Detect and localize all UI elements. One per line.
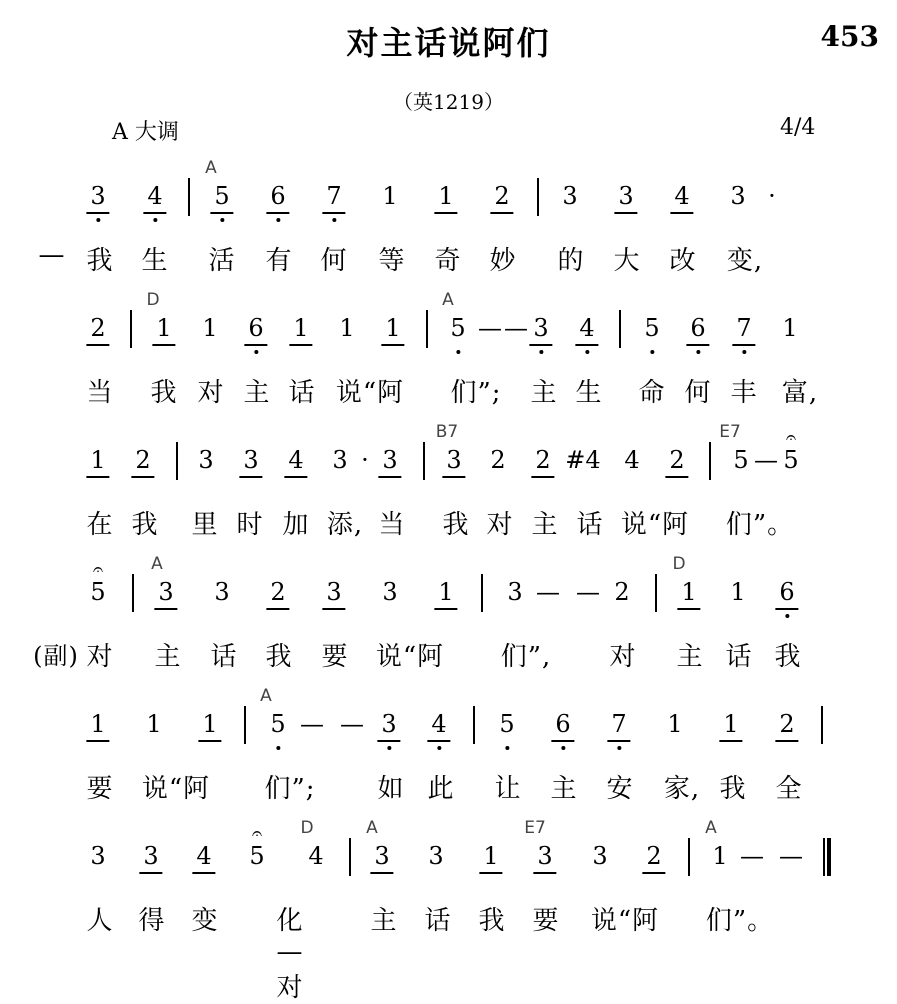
- note: 6: [690, 314, 705, 342]
- barline: [821, 706, 823, 744]
- lyric: 化—对: [276, 906, 304, 1003]
- note: 1: [667, 710, 683, 738]
- lyric: 对: [197, 378, 225, 408]
- chord-symbol: A: [151, 554, 163, 574]
- lyric: 活: [208, 246, 236, 276]
- note: 7: [326, 182, 341, 210]
- note: 4: [579, 314, 594, 342]
- note: 3: [332, 446, 348, 474]
- note: 5 𝄐: [249, 842, 264, 870]
- lyric: 大: [613, 246, 641, 276]
- lyric: 添,: [326, 510, 364, 540]
- chord-symbol: D: [146, 290, 160, 310]
- chord-symbol: A: [366, 818, 378, 838]
- lyric: 主: [370, 906, 398, 936]
- note: 3: [592, 842, 608, 870]
- subtitle: （英1219）: [393, 90, 504, 114]
- note: 6: [779, 578, 794, 606]
- note: 2: [614, 578, 630, 606]
- note: —: [740, 842, 764, 870]
- note: ·: [361, 446, 369, 474]
- lyric: 说“阿: [590, 906, 660, 936]
- note: 3: [143, 842, 158, 870]
- lyric: 我: [131, 510, 159, 540]
- note: 4: [147, 182, 162, 210]
- chord-symbol: E7: [719, 422, 741, 442]
- score-line-1: [0, 158, 897, 290]
- note: 1: [202, 710, 217, 738]
- note: 3: [90, 842, 106, 870]
- lyric: 主: [243, 378, 271, 408]
- barline: [132, 574, 134, 612]
- lyric: 得: [138, 906, 166, 936]
- lyric: 们”。: [705, 906, 775, 936]
- lyric: 里: [191, 510, 219, 540]
- lyric: 我: [442, 510, 470, 540]
- note: 2: [669, 446, 684, 474]
- lyric: 生: [575, 378, 603, 408]
- lyric: 当: [86, 378, 114, 408]
- note: —: [576, 578, 600, 606]
- key-signature: A 大调: [112, 120, 179, 145]
- lyric: 们”;: [264, 774, 316, 804]
- lyric: 我: [478, 906, 506, 936]
- lyric: 们”;: [450, 378, 502, 408]
- lyric: 全: [775, 774, 803, 804]
- lyric: 妙: [489, 246, 517, 276]
- lyric: 时: [236, 510, 264, 540]
- note: 1: [146, 710, 162, 738]
- score-line-2: [0, 290, 897, 422]
- barline: [619, 310, 621, 348]
- lyric: 要: [532, 906, 560, 936]
- lyric: 主: [531, 510, 559, 540]
- barline: [188, 178, 190, 216]
- lyric: 富,: [781, 378, 819, 408]
- lyric: 让: [494, 774, 522, 804]
- lyric: 要: [321, 642, 349, 672]
- note: 1: [156, 314, 171, 342]
- lyric: 此: [427, 774, 455, 804]
- fermata-icon: 𝄐: [92, 559, 104, 580]
- chord-symbol: D: [300, 818, 314, 838]
- lyric: 变: [191, 906, 219, 936]
- lyric: 在: [86, 510, 114, 540]
- barline: [688, 838, 690, 876]
- note: 7: [736, 314, 751, 342]
- note: 5: [499, 710, 514, 738]
- lyric: 奇: [434, 246, 462, 276]
- fermata-icon: 𝄐: [251, 823, 263, 844]
- note: 1: [385, 314, 400, 342]
- note: ·: [768, 182, 776, 210]
- note: 3: [198, 446, 214, 474]
- lyric: 加: [282, 510, 310, 540]
- note: 5 𝄐: [90, 578, 105, 606]
- barline: [244, 706, 246, 744]
- note: 4: [431, 710, 446, 738]
- chord-symbol: A: [705, 818, 717, 838]
- lyric: 要: [86, 774, 114, 804]
- note: 4: [624, 446, 640, 474]
- note: 1: [730, 578, 746, 606]
- note: 3: [507, 578, 523, 606]
- note: 1: [712, 842, 728, 870]
- note: 1: [483, 842, 498, 870]
- barline: [537, 178, 539, 216]
- lyric: 说“阿: [335, 378, 405, 408]
- chord-symbol: A: [442, 290, 454, 310]
- note: #4: [565, 446, 601, 474]
- barline: [473, 706, 475, 744]
- note: 7: [611, 710, 626, 738]
- lyric: 我: [86, 246, 114, 276]
- note: 3: [158, 578, 173, 606]
- note: 3: [446, 446, 461, 474]
- chord-symbol: D: [672, 554, 686, 574]
- chord-symbol: A: [205, 158, 217, 178]
- lyric: 有: [265, 246, 293, 276]
- chord-symbol: A: [260, 686, 272, 706]
- lyric: 我: [774, 642, 802, 672]
- lyric: 何: [320, 246, 348, 276]
- lyric: 人: [86, 906, 114, 936]
- note: 2: [535, 446, 550, 474]
- barline: [176, 442, 178, 480]
- note: 3: [214, 578, 230, 606]
- note: 1: [90, 710, 105, 738]
- lyric: 主: [676, 642, 704, 672]
- lyric: —: [38, 240, 66, 270]
- lyric: 丰: [730, 378, 758, 408]
- note: 1: [723, 710, 738, 738]
- note: 5: [733, 446, 749, 474]
- lyric: 生: [141, 246, 169, 276]
- note: 6: [555, 710, 570, 738]
- note: 1: [339, 314, 355, 342]
- note: 3: [428, 842, 444, 870]
- lyric: 的: [557, 246, 585, 276]
- lyric: 何: [684, 378, 712, 408]
- note: 4: [288, 446, 303, 474]
- lyric: 对: [86, 642, 114, 672]
- note: 3: [382, 578, 398, 606]
- note: —: [340, 710, 364, 738]
- note: 1: [438, 578, 453, 606]
- note: —: [478, 314, 502, 342]
- note: 1: [202, 314, 218, 342]
- note: 2: [646, 842, 661, 870]
- barline: [423, 442, 425, 480]
- note: 1: [782, 314, 798, 342]
- lyric: 说“阿: [620, 510, 690, 540]
- note: 3: [382, 446, 397, 474]
- note: 4: [674, 182, 689, 210]
- note: 3: [730, 182, 746, 210]
- barline: [130, 310, 132, 348]
- lyric: 们”,: [500, 642, 552, 672]
- lyric: 等: [378, 246, 406, 276]
- note: 2: [135, 446, 150, 474]
- note: 1: [90, 446, 105, 474]
- note: 4: [308, 842, 324, 870]
- lyric: 命: [638, 378, 666, 408]
- lyric: 主: [550, 774, 578, 804]
- final-barline: [823, 838, 831, 876]
- note: 3: [90, 182, 105, 210]
- chord-symbol: B7: [435, 422, 459, 442]
- lyric: 对: [486, 510, 514, 540]
- note: 5: [450, 314, 465, 342]
- lyric: 如: [377, 774, 405, 804]
- barline: [481, 574, 483, 612]
- hymn-number: 453: [820, 20, 879, 53]
- note: —: [536, 578, 560, 606]
- note: 3: [537, 842, 552, 870]
- chord-symbol: E7: [524, 818, 546, 838]
- note: 4: [196, 842, 211, 870]
- lyric: 话: [576, 510, 604, 540]
- lyric: 说“阿: [141, 774, 211, 804]
- lyric: 说“阿: [375, 642, 445, 672]
- note: 6: [248, 314, 263, 342]
- note: 5: [214, 182, 229, 210]
- note: 3: [533, 314, 548, 342]
- note: 6: [270, 182, 285, 210]
- barline: [655, 574, 657, 612]
- score-line-6: [0, 818, 897, 1003]
- note: 2: [90, 314, 105, 342]
- barline: [426, 310, 428, 348]
- score-line-4: [0, 554, 897, 686]
- note: 5: [644, 314, 659, 342]
- note: —: [779, 842, 803, 870]
- note: 3: [562, 182, 578, 210]
- section-label: (副): [33, 642, 79, 670]
- note: 3: [381, 710, 396, 738]
- lyric: 当: [378, 510, 406, 540]
- score-line-5: [0, 686, 897, 818]
- lyric: 话: [725, 642, 753, 672]
- note: 3: [326, 578, 341, 606]
- note: —: [300, 710, 324, 738]
- barline: [709, 442, 711, 480]
- note: 2: [494, 182, 509, 210]
- lyric: 话: [288, 378, 316, 408]
- lyric: 主: [530, 378, 558, 408]
- lyric: 对: [609, 642, 637, 672]
- note: 1: [382, 182, 398, 210]
- song-title: 对主话说阿们: [346, 24, 551, 62]
- lyric: 我: [150, 378, 178, 408]
- note: 2: [270, 578, 285, 606]
- note: 3: [618, 182, 633, 210]
- lyric: 改: [669, 246, 697, 276]
- lyric: 家,: [663, 774, 701, 804]
- score-line-3: [0, 422, 897, 554]
- note: 1: [681, 578, 696, 606]
- note: —: [754, 446, 778, 474]
- lyric: 安: [606, 774, 634, 804]
- note: 3: [243, 446, 258, 474]
- lyric: 话: [424, 906, 452, 936]
- lyric: 我: [265, 642, 293, 672]
- lyric: 变,: [726, 246, 764, 276]
- fermata-icon: 𝄐: [785, 427, 797, 448]
- barline: [349, 838, 351, 876]
- note: 2: [779, 710, 794, 738]
- note: 3: [374, 842, 389, 870]
- note: 5: [270, 710, 285, 738]
- lyric: 我: [719, 774, 747, 804]
- lyric: 们”。: [725, 510, 795, 540]
- lyric: 话: [210, 642, 238, 672]
- time-signature: 4/4: [780, 115, 816, 140]
- note: 5 𝄐: [783, 446, 798, 474]
- note: 2: [490, 446, 506, 474]
- note: 1: [293, 314, 308, 342]
- note: —: [504, 314, 528, 342]
- note: 1: [438, 182, 453, 210]
- lyric: 主: [154, 642, 182, 672]
